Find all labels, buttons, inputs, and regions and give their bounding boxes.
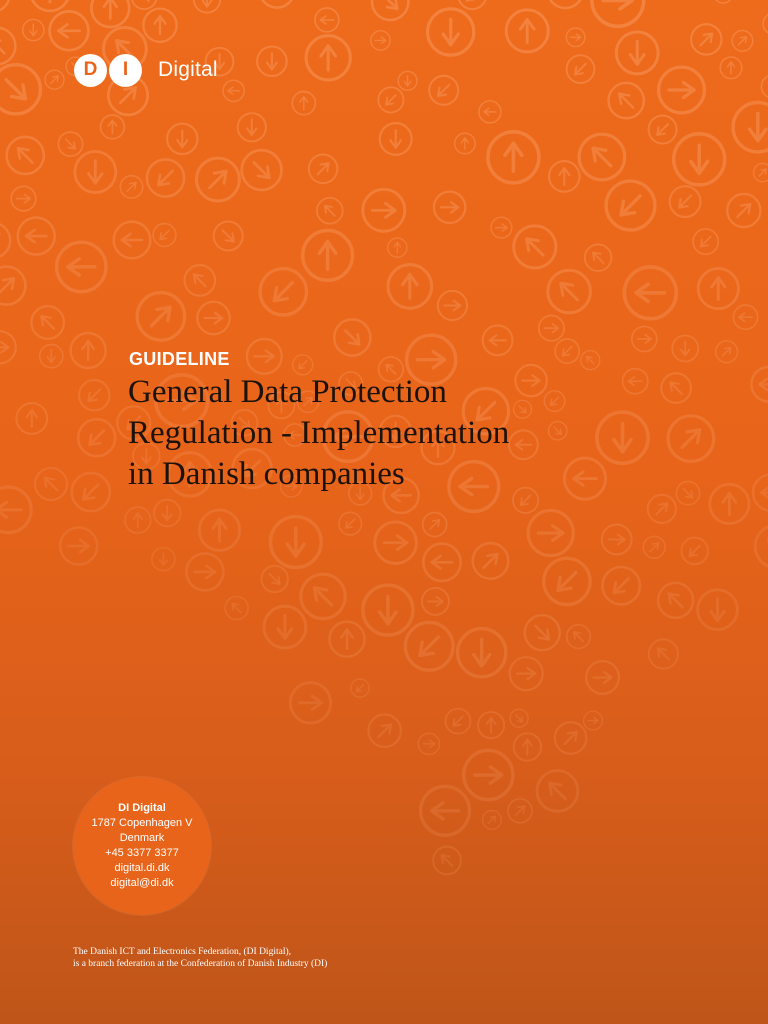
circled-arrow-icon [0,487,31,533]
circled-arrow-icon [40,345,63,368]
circled-arrow-icon [592,0,644,26]
circled-arrow-icon [418,733,439,754]
circled-arrow-icon [199,510,239,550]
circled-arrow-icon [716,341,738,363]
circled-arrow-icon [714,0,733,3]
logo-letter-i: I [109,54,142,87]
circled-arrow-icon [606,181,655,230]
contact-country: Denmark [119,832,165,844]
circled-arrow-icon [579,134,625,180]
circled-arrow-icon [0,223,10,258]
contact-phone: +45 3377 3377 [105,847,179,859]
circled-arrow-icon [197,158,240,201]
circled-arrow-icon [616,32,658,74]
circled-arrow-icon [194,0,220,13]
circled-arrow-icon [506,10,548,52]
circled-arrow-icon [528,510,573,555]
circled-arrow-icon [197,302,229,334]
title-line-3: in Danish companies [128,456,405,492]
circled-arrow-icon [0,28,15,64]
circled-arrow-icon [0,0,9,12]
circled-arrow-icon [670,186,701,217]
circled-arrow-icon [754,163,768,181]
circled-arrow-icon [643,536,665,558]
circled-arrow-icon [586,661,619,694]
circled-arrow-icon [539,316,564,341]
circled-arrow-icon [537,771,578,812]
circled-arrow-icon [733,305,757,329]
circled-arrow-icon [339,512,362,535]
circled-arrow-icon [143,9,176,42]
circled-arrow-icon [257,47,287,77]
circled-arrow-icon [423,544,460,581]
circled-arrow-icon [0,267,26,305]
circled-arrow-icon [363,585,413,635]
circled-arrow-icon [405,622,453,670]
circled-arrow-icon [114,222,151,259]
circled-arrow-icon [510,709,528,727]
circled-arrow-icon [753,475,768,511]
circled-arrow-icon [388,238,407,257]
circled-arrow-icon [167,124,197,154]
contact-address: 1787 Copenhagen V [91,817,193,829]
circled-arrow-icon [223,80,244,101]
circled-arrow-icon [555,722,587,754]
circled-arrow-icon [242,150,282,190]
circled-arrow-icon [315,8,339,32]
circled-arrow-icon [434,192,465,223]
document-type-label: GUIDELINE [129,349,230,369]
contact-name: DI Digital [118,802,166,814]
circled-arrow-icon [548,270,591,313]
circled-arrow-icon [152,548,175,571]
circled-arrow-icon [58,132,82,156]
circled-arrow-icon [303,231,353,281]
circled-arrow-icon [479,101,501,123]
circled-arrow-icon [544,558,590,604]
circled-arrow-icon [238,113,266,141]
circled-arrow-icon [602,525,632,555]
circled-arrow-icon [72,473,110,511]
circled-arrow-icon [35,468,67,500]
circled-arrow-icon [421,786,470,835]
circled-arrow-icon [78,419,115,456]
circled-arrow-icon [101,115,125,139]
circled-arrow-icon [380,123,412,155]
circled-arrow-icon [581,351,600,370]
circled-arrow-icon [478,712,504,738]
circled-arrow-icon [423,513,447,537]
circled-arrow-icon [290,683,330,723]
circled-arrow-icon [125,507,151,533]
circled-arrow-icon [262,566,288,592]
circled-arrow-icon [371,31,390,50]
circled-arrow-icon [91,0,129,27]
circled-arrow-icon [57,242,106,291]
circled-arrow-icon [510,657,543,690]
circled-arrow-icon [672,336,698,362]
circled-arrow-icon [79,380,109,410]
circled-arrow-icon [23,19,44,40]
circled-arrow-icon [632,327,657,352]
circled-arrow-icon [455,133,476,154]
circled-arrow-icon [514,733,541,760]
circled-arrow-icon [131,0,156,9]
circled-arrow-icon [247,339,282,374]
circled-arrow-icon [681,538,708,565]
circled-arrow-icon [659,67,705,113]
circled-arrow-icon [334,319,370,355]
circled-arrow-icon [351,679,369,697]
circled-arrow-icon [137,293,185,341]
circled-arrow-icon [153,224,176,247]
circled-arrow-icon [514,226,556,268]
circled-arrow-icon [398,71,417,90]
circled-arrow-icon [438,291,467,320]
circled-arrow-icon [30,0,69,11]
circled-arrow-icon [309,155,338,184]
circled-arrow-icon [547,0,583,8]
circled-arrow-icon [649,639,678,668]
circled-arrow-icon [428,9,474,55]
circled-arrow-icon [649,116,677,144]
circled-arrow-icon [120,176,142,198]
circled-arrow-icon [75,152,116,193]
title-line-1: General Data Protection [128,374,447,410]
circled-arrow-icon [7,137,44,174]
circled-arrow-icon [0,331,16,363]
circled-arrow-icon [691,24,721,54]
circled-arrow-icon [458,0,486,9]
circled-arrow-icon [60,528,97,565]
circled-arrow-icon [260,269,306,315]
circled-arrow-icon [292,92,315,115]
circled-arrow-icon [429,76,458,105]
logo-name: Digital [158,58,218,81]
circled-arrow-icon [378,87,403,112]
footer-line-1: The Danish ICT and Electronics Federation, (DI Digital), [73,947,291,957]
circled-arrow-icon [567,55,595,83]
circled-arrow-icon [16,403,47,434]
circled-arrow-icon [727,194,760,227]
circled-arrow-icon [755,525,768,568]
circled-arrow-icon [330,622,365,657]
logo-letter-d: D [74,54,107,87]
circled-arrow-icon [372,0,408,20]
circled-arrow-icon [584,711,603,730]
circled-arrow-icon [11,186,36,211]
circled-arrow-icon [433,847,461,875]
circled-arrow-icon [45,70,64,89]
circled-arrow-icon [491,217,512,238]
circled-arrow-icon [154,500,181,527]
circled-arrow-icon [214,222,243,251]
contact-badge [73,777,211,915]
circled-arrow-icon [317,198,343,224]
circled-arrow-icon [0,65,40,114]
circled-arrow-icon [624,267,676,319]
circled-arrow-icon [732,31,753,52]
circled-arrow-icon [464,750,513,799]
circled-arrow-icon [18,218,55,255]
circled-arrow-icon [674,134,725,185]
circled-arrow-icon [50,11,89,50]
di-digital-logo [74,53,218,87]
circled-arrow-icon [270,517,321,568]
circled-arrow-icon [609,83,644,118]
circled-arrow-icon [710,484,749,523]
circled-arrow-icon [555,339,579,363]
circled-arrow-icon [388,265,432,309]
circled-arrow-icon [422,588,449,615]
circled-arrow-icon [301,574,345,618]
circled-arrow-icon [375,522,417,564]
circled-arrow-icon [549,161,580,192]
circled-arrow-icon [446,709,471,734]
circled-arrow-icon [648,495,676,523]
circled-arrow-icon [698,269,738,309]
footer-note [73,946,327,970]
circled-arrow-icon [186,553,223,590]
circled-arrow-icon [733,103,768,152]
footer-line-2: is a branch federation at the Confederation of Danish Industry (DI) [73,959,328,969]
circled-arrow-icon [147,159,184,196]
circled-arrow-icon [698,590,738,630]
circled-arrow-icon [483,811,502,830]
circled-arrow-icon [658,583,693,618]
circled-arrow-icon [458,629,506,677]
circled-arrow-icon [567,625,591,649]
contact-email: digital@di.dk [110,877,174,889]
circled-arrow-icon [473,543,509,579]
circled-arrow-icon [488,132,539,183]
circled-arrow-icon [185,265,216,296]
title-line-2: Regulation - Implementation [128,415,510,451]
document-title [128,372,688,495]
circled-arrow-icon [306,36,350,80]
circled-arrow-icon [693,229,718,254]
circled-arrow-icon [369,715,401,747]
circled-arrow-icon [585,244,612,271]
contact-web: digital.di.dk [114,862,170,874]
circled-arrow-icon [225,597,248,620]
circled-arrow-icon [761,75,768,98]
circled-arrow-icon [483,325,513,355]
circled-arrow-icon [31,306,64,339]
circled-arrow-icon [260,0,295,8]
circled-arrow-icon [264,606,306,648]
circled-arrow-icon [566,28,585,47]
circled-arrow-icon [603,567,640,604]
circled-arrow-icon [71,333,106,368]
circled-arrow-icon [525,615,560,650]
circled-arrow-icon [720,57,742,79]
circled-arrow-icon [751,367,768,402]
circled-arrow-icon [508,799,532,823]
circled-arrow-icon [763,13,768,35]
circled-arrow-icon [363,189,405,231]
